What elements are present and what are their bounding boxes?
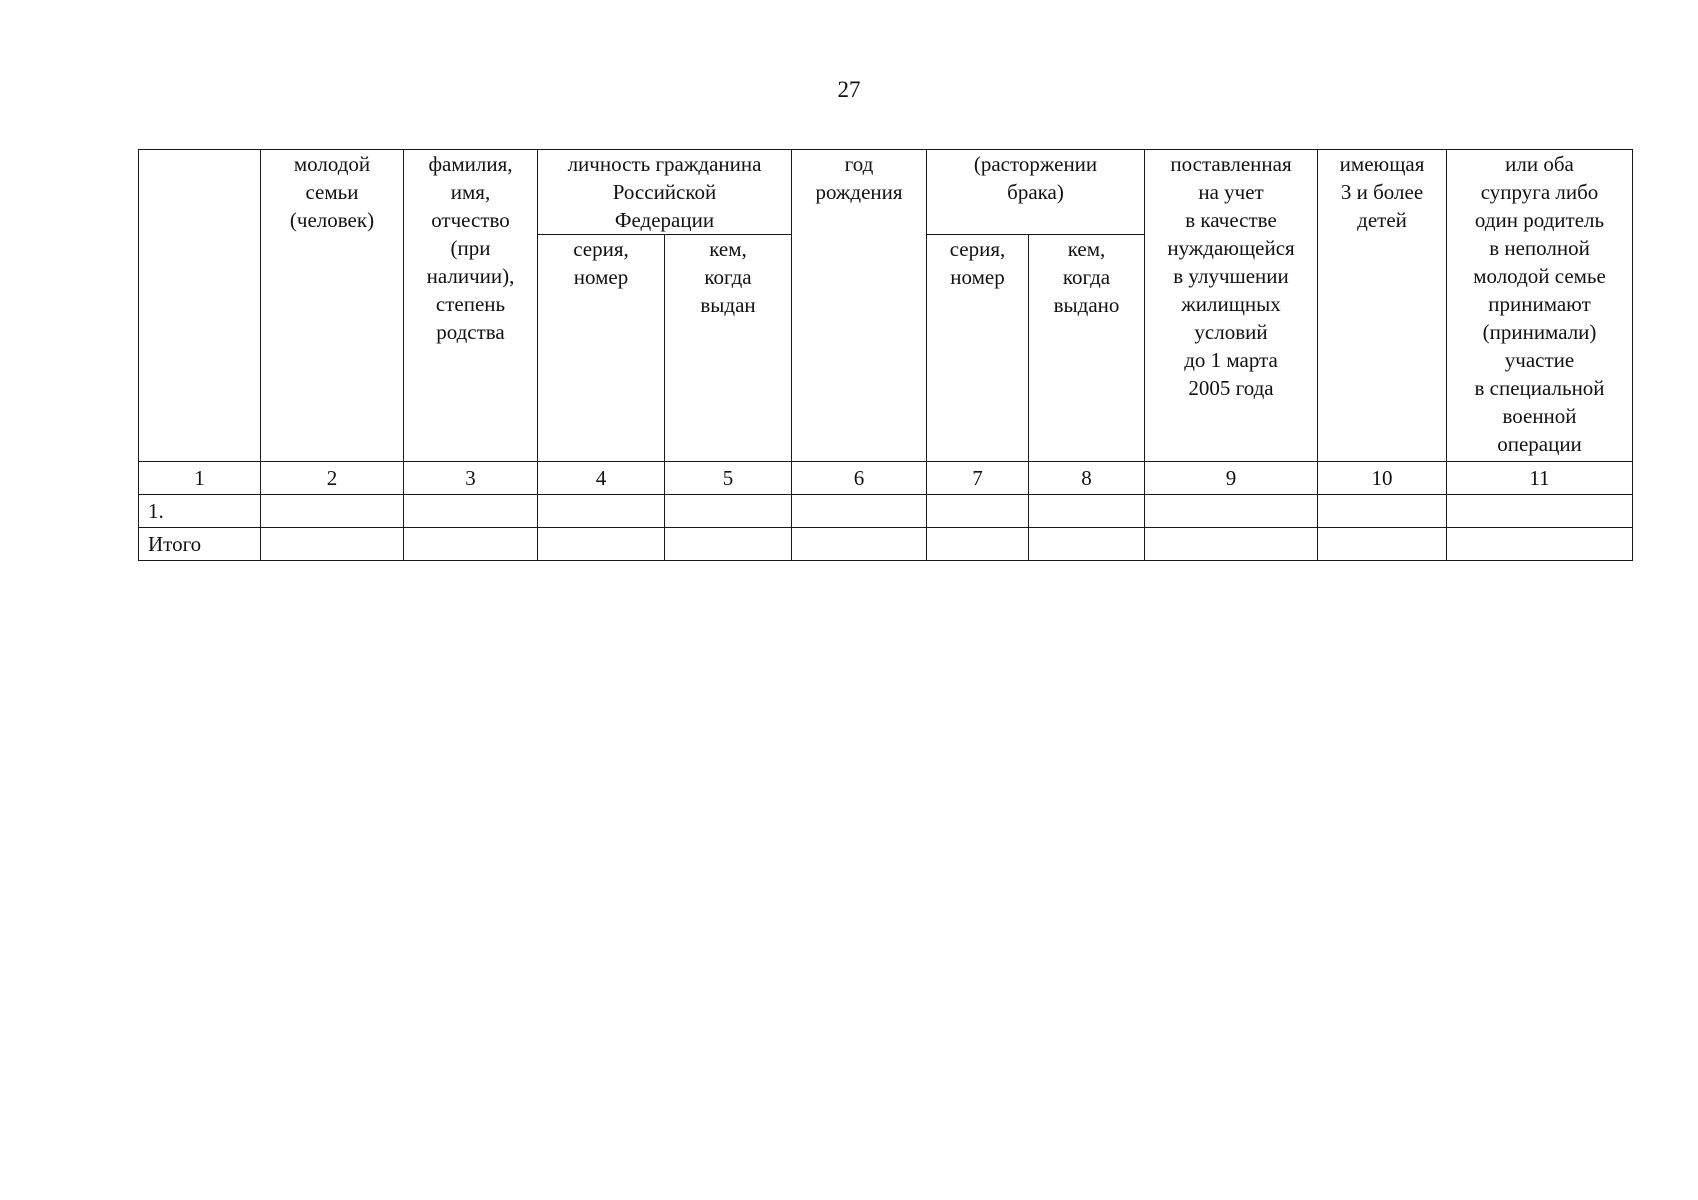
- table-cell: [927, 495, 1029, 528]
- table-cell: [1318, 528, 1447, 561]
- column-number: 9: [1145, 462, 1318, 495]
- table-cell: [404, 528, 538, 561]
- header-group-identity-document-text: личность гражданина Российской Федерации: [567, 152, 762, 232]
- column-numbers-row: [139, 462, 1633, 495]
- row-label: 1.: [139, 495, 261, 528]
- header-col-9-text: поставленная на учет в качестве нуждающейся в улучшении жилищных условий до 1 марта 2005 года: [1167, 152, 1295, 400]
- table-row-total: [139, 528, 1633, 561]
- column-number: 2: [261, 462, 404, 495]
- page-number: 27: [837, 77, 861, 102]
- header-col-7-text: серия, номер: [949, 237, 1006, 289]
- header-col-2: [261, 150, 404, 462]
- column-number: 5: [665, 462, 792, 495]
- column-number: 11: [1447, 462, 1633, 495]
- table-cell: [1029, 528, 1145, 561]
- table-cell: [792, 495, 927, 528]
- header-group-divorce-certificate-text: (расторжении брака): [973, 152, 1098, 204]
- table-cell: [792, 528, 927, 561]
- table-cell: [404, 495, 538, 528]
- header-col-4: [538, 235, 665, 462]
- header-col-2-text: молодой семьи (человек): [289, 152, 375, 232]
- table-cell: [665, 495, 792, 528]
- header-col-6-text: год рождения: [815, 152, 903, 204]
- header-group-identity-document: [538, 150, 792, 235]
- column-number: 4: [538, 462, 665, 495]
- table-cell: [1318, 495, 1447, 528]
- header-col-8: [1029, 235, 1145, 462]
- header-col-5: [665, 235, 792, 462]
- table-cell: [1447, 495, 1633, 528]
- table-cell: [1447, 528, 1633, 561]
- header-col-10: [1318, 150, 1447, 462]
- column-number: 10: [1318, 462, 1447, 495]
- header-col-5-text: кем, когда выдан: [700, 237, 756, 317]
- column-number: 1: [139, 462, 261, 495]
- table-cell: [261, 528, 404, 561]
- header-col-8-text: кем, когда выдано: [1053, 237, 1120, 317]
- family-members-table: [138, 149, 1633, 561]
- column-number: 6: [792, 462, 927, 495]
- table-cell: [261, 495, 404, 528]
- header-col-1: [139, 150, 261, 462]
- table-cell: [665, 528, 792, 561]
- header-col-3: [404, 150, 538, 462]
- header-group-divorce-certificate: [927, 150, 1145, 235]
- header-col-7: [927, 235, 1029, 462]
- header-col-9: [1145, 150, 1318, 462]
- table-cell: [538, 495, 665, 528]
- header-col-4-text: серия, номер: [573, 237, 629, 289]
- column-number: 7: [927, 462, 1029, 495]
- header-row-top: [139, 150, 1633, 235]
- header-col-6: [792, 150, 927, 462]
- table-cell: [1145, 495, 1318, 528]
- table-cell: [1029, 495, 1145, 528]
- header-col-11-text: или оба супруга либо один родитель в неполной молодой семье принимают (принимали) участие в специальной военной операции: [1473, 152, 1606, 456]
- table-cell: [1145, 528, 1318, 561]
- table-cell: [927, 528, 1029, 561]
- column-number: 8: [1029, 462, 1145, 495]
- table-cell: [538, 528, 665, 561]
- header-col-11: [1447, 150, 1633, 462]
- header-col-3-text: фамилия, имя, отчество (при наличии), степень родства: [426, 152, 515, 344]
- row-label-total: Итого: [139, 528, 261, 561]
- header-col-10-text: имеющая 3 и более детей: [1339, 152, 1425, 232]
- table-row: [139, 495, 1633, 528]
- column-number: 3: [404, 462, 538, 495]
